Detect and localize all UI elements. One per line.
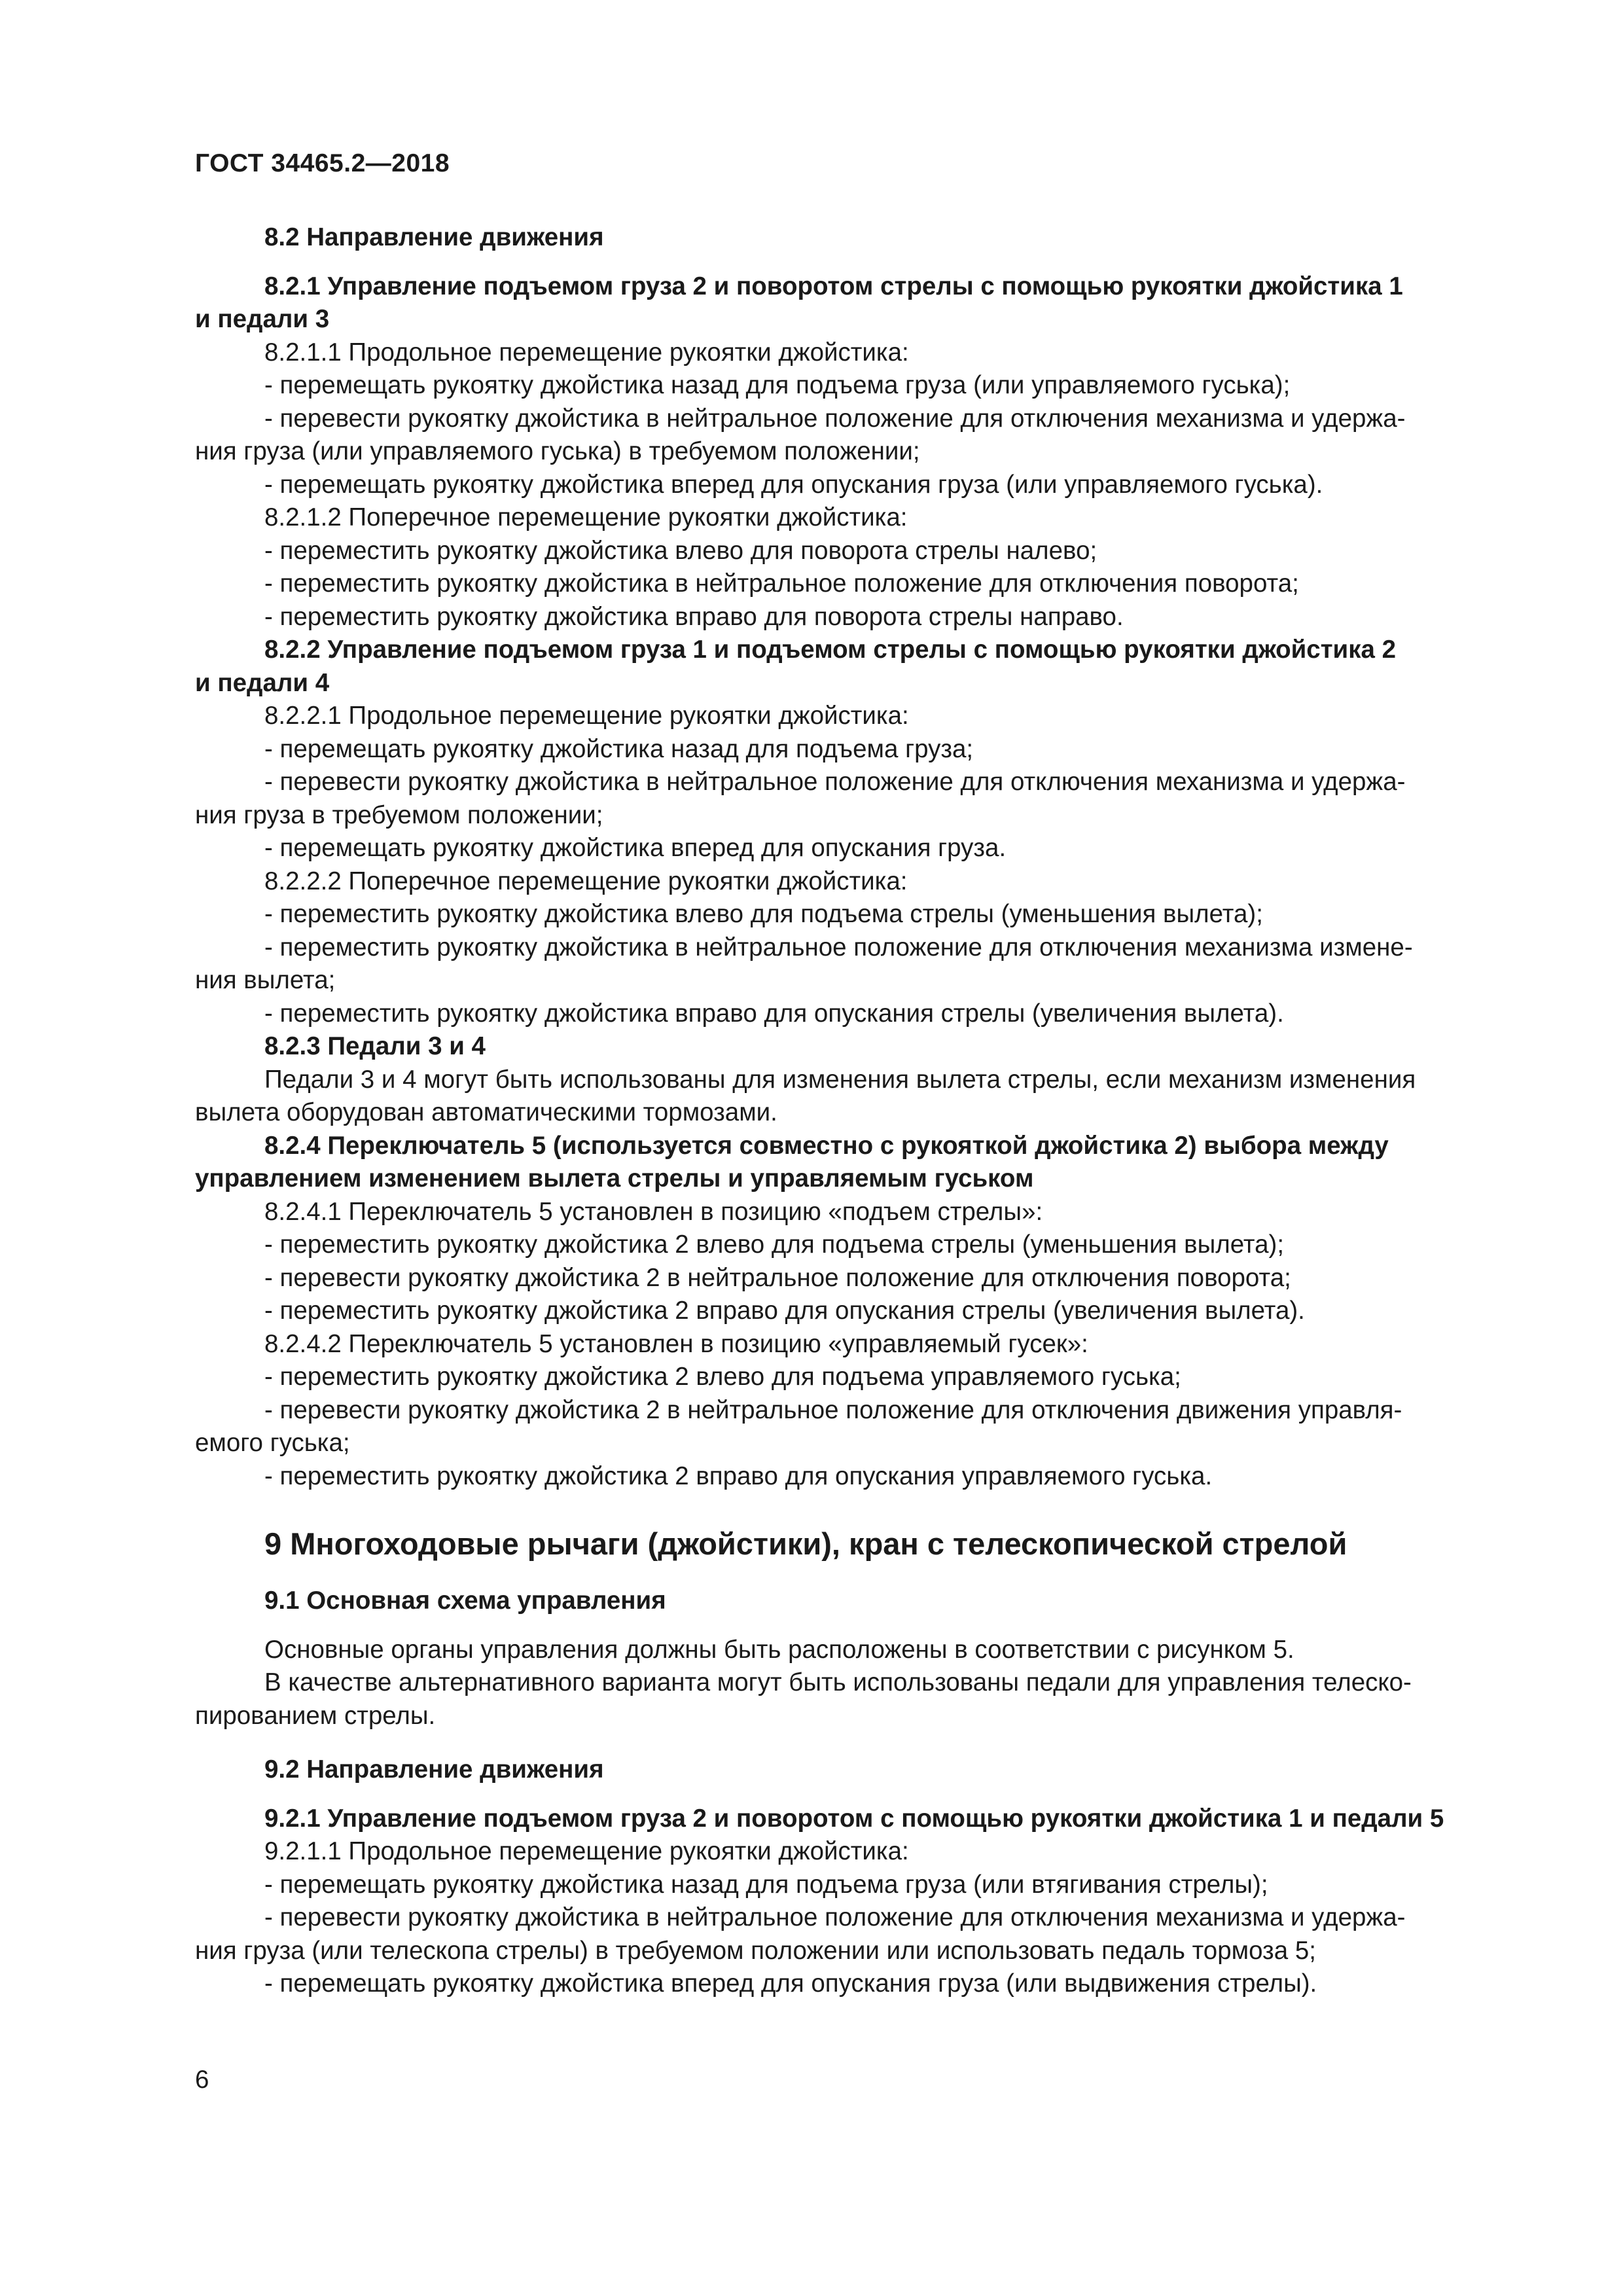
- text-line: 8.2.2.2 Поперечное перемещение рукоятки джойстика:: [264, 867, 908, 895]
- text-line: - переместить рукоятку джойстика 2 вправо для опускания управляемого гуська.: [264, 1462, 1213, 1490]
- text-line: - перемещать рукоятку джойстика вперед для опускания груза.: [264, 834, 1007, 862]
- text-line: - перемещать рукоятку джойстика назад для подъема груза (или втягивания стрелы);: [264, 1870, 1268, 1899]
- document-body: [195, 221, 1527, 2001]
- clause-heading-8-2-1: 8.2.1 Управление подъемом груза 2 и поворотом стрелы с помощью рукоятки джойстика 1: [264, 272, 1403, 300]
- text-line: - переместить рукоятку джойстика вправо для поворота стрелы направо.: [264, 602, 1124, 631]
- text-line: - переместить рукоятку джойстика 2 влево для подъема стрелы (уменьшения вылета);: [264, 1230, 1285, 1259]
- text-line: - переместить рукоятку джойстика влево для подъема стрелы (уменьшения вылета);: [264, 900, 1263, 928]
- clause-heading-8-2-2: 8.2.2 Управление подъемом груза 1 и подъемом стрелы с помощью рукоятки джойстика 2: [264, 636, 1397, 664]
- clause-heading-8-2-4: 8.2.4 Переключатель 5 (используется совместно с рукояткой джойстика 2) выбора между: [264, 1131, 1389, 1160]
- text-line: 8.2.4.2 Переключатель 5 установлен в позицию «управляемый гусек»:: [264, 1329, 1088, 1358]
- text-line: 8.2.2.1 Продольное перемещение рукоятки джойстика:: [264, 702, 909, 730]
- text-line: пированием стрелы.: [195, 1701, 436, 1730]
- text-line: ния груза (или телескопа стрелы) в требуемом положении или использовать педаль тормоза 5;: [195, 1936, 1316, 1965]
- section-heading-9: 9 Многоходовые рычаги (джойстики), кран с телескопической стрелой: [264, 1526, 1347, 1561]
- text-line: - перевести рукоятку джойстика 2 в нейтральное положение для отключения движения управля-: [264, 1395, 1402, 1424]
- text-line: В качестве альтернативного варианта могут быть использованы педали для управления телеско-: [264, 1668, 1412, 1696]
- text-line: 8.2.1.2 Поперечное перемещение рукоятки джойстика:: [264, 503, 908, 531]
- text-line: - перевести рукоятку джойстика в нейтральное положение для отключения механизма и удержа-: [264, 404, 1406, 433]
- text-line: - переместить рукоятку джойстика в нейтральное положение для отключения поворота;: [264, 569, 1299, 598]
- text-line: 8.2.4.1 Переключатель 5 установлен в позицию «подъем стрелы»:: [264, 1197, 1043, 1226]
- text-line: - переместить рукоятку джойстика 2 вправо для опускания стрелы (увеличения вылета).: [264, 1297, 1305, 1325]
- text-line: 8.2.1.1 Продольное перемещение рукоятки джойстика:: [264, 338, 909, 367]
- text-line: - перевести рукоятку джойстика 2 в нейтральное положение для отключения поворота;: [264, 1263, 1291, 1292]
- text-line: Педали 3 и 4 могут быть использованы для изменения вылета стрелы, если механизм изменения: [264, 1065, 1416, 1094]
- text-line: - перемещать рукоятку джойстика назад для подъема груза (или управляемого гуська);: [264, 371, 1291, 399]
- text-line: - переместить рукоятку джойстика влево для поворота стрелы налево;: [264, 536, 1097, 565]
- text-line: - переместить рукоятку джойстика 2 влево для подъема управляемого гуська;: [264, 1363, 1181, 1391]
- clause-heading-8-2-3: 8.2.3 Педали 3 и 4: [264, 1032, 486, 1060]
- text-line: емого гуська;: [195, 1429, 350, 1457]
- text-line: - перевести рукоятку джойстика в нейтральное положение для отключения механизма и удержа-: [264, 768, 1406, 796]
- text-line: - перемещать рукоятку джойстика назад для подъема груза;: [264, 734, 974, 763]
- subsection-heading-9-1: 9.1 Основная схема управления: [264, 1587, 666, 1615]
- text-line: ния груза в требуемом положении;: [195, 800, 603, 829]
- document-id-header: ГОСТ 34465.2—2018: [195, 149, 450, 177]
- text-line: - переместить рукоятку джойстика в нейтральное положение для отключения механизма измене-: [264, 933, 1413, 961]
- text-line: - перемещать рукоятку джойстика вперед для опускания груза (или управляемого гуська).: [264, 470, 1323, 499]
- text-line: - перевести рукоятку джойстика в нейтральное положение для отключения механизма и удержа-: [264, 1903, 1406, 1931]
- text-line: 9.2.1.1 Продольное перемещение рукоятки джойстика:: [264, 1837, 909, 1865]
- subsection-heading-8-2: 8.2 Направление движения: [264, 223, 604, 251]
- clause-heading-8-2-2-cont: и педали 4: [195, 668, 330, 697]
- clause-heading-8-2-1-cont: и педали 3: [195, 305, 330, 333]
- document-page: [195, 0, 1527, 2296]
- text-line: - переместить рукоятку джойстика вправо для опускания стрелы (увеличения вылета).: [264, 999, 1284, 1028]
- text-line: ния вылета;: [195, 966, 336, 994]
- text-line: Основные органы управления должны быть расположены в соответствии с рисунком 5.: [264, 1635, 1294, 1664]
- text-line: вылета оборудован автоматическими тормозами.: [195, 1098, 777, 1126]
- text-line: ния груза (или управляемого гуська) в требуемом положении;: [195, 437, 920, 465]
- text-line: - перемещать рукоятку джойстика вперед для опускания груза (или выдвижения стрелы).: [264, 1969, 1317, 1998]
- clause-heading-9-2-1: 9.2.1 Управление подъемом груза 2 и поворотом с помощью рукоятки джойстика 1 и педали 5: [264, 1804, 1444, 1833]
- subsection-heading-9-2: 9.2 Направление движения: [264, 1755, 604, 1784]
- page-number: 6: [195, 2066, 209, 2094]
- clause-heading-8-2-4-cont: управлением изменением вылета стрелы и управляемым гуськом: [195, 1164, 1034, 1193]
